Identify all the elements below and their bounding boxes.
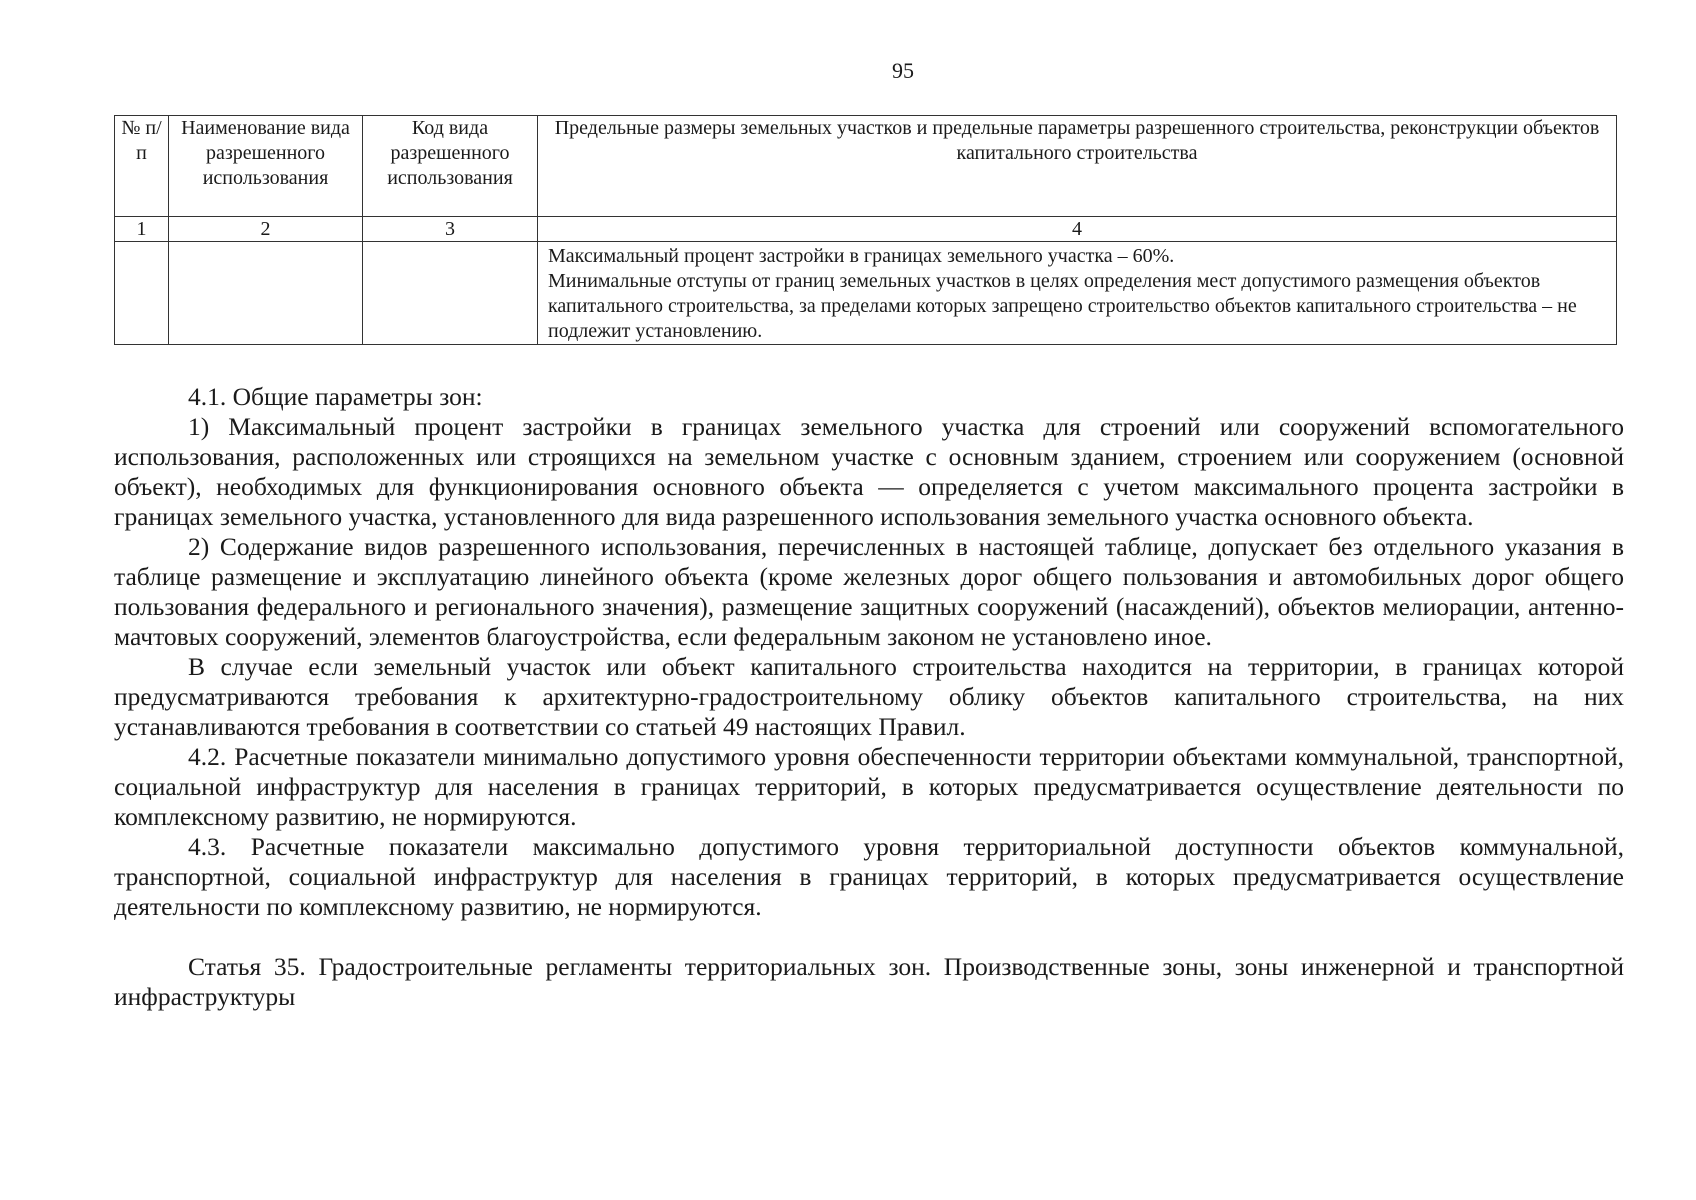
header-use-code: Код вида разрешенного использования bbox=[363, 116, 538, 217]
table-cell bbox=[169, 242, 363, 345]
header-limits: Предельные размеры земельных участков и предельные параметры разрешенного строительства, реконструкции объектов капитального строительства bbox=[538, 116, 1617, 217]
header-number: № п/п bbox=[115, 116, 169, 217]
article-heading: Статья 35. Градостроительные регламенты территориальных зон. Производственные зоны, зоны инженерной и транспортной инфраструктуры bbox=[114, 952, 1624, 1011]
table-header-row bbox=[115, 116, 1617, 217]
section-heading: 4.1. Общие параметры зон: bbox=[188, 382, 483, 411]
table-cell-limits bbox=[538, 242, 1617, 345]
column-number: 3 bbox=[363, 217, 538, 242]
limit-line: Минимальные отступы от границ земельных участков в целях определения мест допустимого размещения объектов капитального строительства, за пределами которых запрещено строительство объектов капитального строительства – не подлежит установлению. bbox=[548, 270, 1577, 342]
table-cell bbox=[363, 242, 538, 345]
paragraph: 2) Содержание видов разрешенного использования, перечисленных в настоящей таблице, допускает без отдельного указания в таблице размещение и эксплуатацию линейного объекта (кроме железных дорог общего пользования и автомобильных дорог общего пользования федерального и регионального значения), размещение защитных сооружений (насаждений), объектов мелиорации, антенно-мачтовых сооружений, элементов благоустройства, если федеральным законом не установлено иное. bbox=[114, 532, 1624, 651]
column-number: 2 bbox=[169, 217, 363, 242]
body-text bbox=[114, 382, 1624, 1012]
paragraph: 4.3. Расчетные показатели максимально допустимого уровня территориальной доступности объектов коммунальной, транспортной, социальной инфраструктур для населения в границах территорий, в которых предусматривается осуществление деятельности по комплексному развитию, не нормируются. bbox=[114, 832, 1624, 921]
paragraph: В случае если земельный участок или объект капитального строительства находится на территории, в границах которой предусматриваются требования к архитектурно-градостроительному облику объектов капитального строительства, на них устанавливаются требования в соответствии со статьей 49 настоящих Правил. bbox=[114, 652, 1624, 741]
table-cell bbox=[115, 242, 169, 345]
table-row bbox=[115, 242, 1617, 345]
paragraph: 1) Максимальный процент застройки в границах земельного участка для строений или сооружений вспомогательного использования, расположенных или строящихся на земельном участке с основным зданием, строением или сооружением (основной объект), необходимых для функционирования основного объекта — определяется с учетом максимального процента застройки в границах земельного участка, установленного для вида разрешенного использования земельного участка основного объекта. bbox=[114, 412, 1624, 531]
page-number: 95 bbox=[892, 58, 914, 83]
paragraph: 4.2. Расчетные показатели минимально допустимого уровня обеспеченности территории объектами коммунальной, транспортной, социальной инфраструктур для населения в границах территорий, в которых предусматривается осуществление деятельности по комплексному развитию, не нормируются. bbox=[114, 742, 1624, 831]
column-number: 4 bbox=[538, 217, 1617, 242]
column-number: 1 bbox=[115, 217, 169, 242]
limit-line: Максимальный процент застройки в границах земельного участка – 60%. bbox=[548, 245, 1175, 267]
column-number-row bbox=[115, 217, 1617, 242]
parameters-table bbox=[114, 115, 1617, 345]
header-use-name: Наименование вида разрешенного использования bbox=[169, 116, 363, 217]
